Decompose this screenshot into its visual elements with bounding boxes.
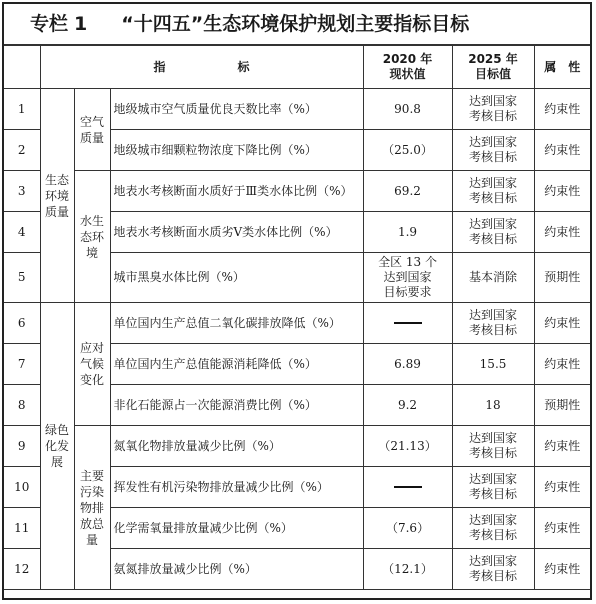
value-2020: （7.6） — [363, 508, 452, 549]
value-2025: 达到国家 考核目标 — [452, 303, 534, 344]
title-number: 1 — [74, 13, 88, 35]
subgroup-air-quality: 空气 质量 — [74, 89, 110, 171]
row-number: 10 — [4, 467, 40, 508]
indicator-name: 单位国内生产总值二氧化碳排放降低（%） — [110, 303, 363, 344]
subgroup-water-ecology: 水生 态环 境 — [74, 171, 110, 303]
row-number: 8 — [4, 385, 40, 426]
row-number: 5 — [4, 253, 40, 303]
table-row — [4, 89, 590, 130]
indicator-name: 挥发性有机污染物排放量减少比例（%） — [110, 467, 363, 508]
indicator-name: 地级城市空气质量优良天数比率（%） — [110, 89, 363, 130]
attribute-value: 约束性 — [534, 426, 590, 467]
row-number: 9 — [4, 426, 40, 467]
value-2025: 达到国家 考核目标 — [452, 467, 534, 508]
title-label: 专栏 — [30, 13, 69, 35]
row-number: 3 — [4, 171, 40, 212]
value-2020: 9.2 — [363, 385, 452, 426]
attribute-value: 约束性 — [534, 212, 590, 253]
value-2025: 18 — [452, 385, 534, 426]
row-number: 2 — [4, 130, 40, 171]
value-2020: 69.2 — [363, 171, 452, 212]
header-indicator: 指 标 — [40, 46, 363, 89]
indicator-name: 地表水考核断面水质好于Ⅲ类水体比例（%） — [110, 171, 363, 212]
value-2020: 1.9 — [363, 212, 452, 253]
value-2020: （21.13） — [363, 426, 452, 467]
header-attribute: 属 性 — [534, 46, 590, 89]
value-2025: 基本消除 — [452, 253, 534, 303]
indicator-table-panel — [2, 2, 592, 600]
header-blank — [4, 46, 40, 89]
row-number: 7 — [4, 344, 40, 385]
value-2020 — [363, 303, 452, 344]
header-target-2025: 2025 年 目标值 — [452, 46, 534, 89]
value-2020: （12.1） — [363, 549, 452, 590]
value-2025: 达到国家 考核目标 — [452, 171, 534, 212]
value-2020: 90.8 — [363, 89, 452, 130]
indicator-name: 氨氮排放量减少比例（%） — [110, 549, 363, 590]
attribute-value: 约束性 — [534, 508, 590, 549]
table-title — [4, 4, 590, 45]
value-2025: 达到国家 考核目标 — [452, 130, 534, 171]
indicator-name: 化学需氧量排放量减少比例（%） — [110, 508, 363, 549]
attribute-value: 约束性 — [534, 344, 590, 385]
subgroup-pollutant-totals: 主要 污染 物排 放总 量 — [74, 426, 110, 590]
title-text: “十四五”生态环境保护规划主要指标目标 — [121, 13, 470, 35]
attribute-value: 约束性 — [534, 89, 590, 130]
dash-mark — [394, 486, 422, 488]
value-2025: 达到国家 考核目标 — [452, 212, 534, 253]
row-number: 11 — [4, 508, 40, 549]
value-2020 — [363, 467, 452, 508]
value-2020: 6.89 — [363, 344, 452, 385]
attribute-value: 约束性 — [534, 549, 590, 590]
table-row — [4, 171, 590, 212]
row-number: 4 — [4, 212, 40, 253]
indicator-name: 氮氧化物排放量减少比例（%） — [110, 426, 363, 467]
row-number: 12 — [4, 549, 40, 590]
header-status-2020: 2020 年 现状值 — [363, 46, 452, 89]
attribute-value: 约束性 — [534, 130, 590, 171]
attribute-value: 预期性 — [534, 253, 590, 303]
indicator-name: 地级城市细颗粒物浓度下降比例（%） — [110, 130, 363, 171]
value-2025: 达到国家 考核目标 — [452, 549, 534, 590]
row-number: 1 — [4, 89, 40, 130]
attribute-value: 约束性 — [534, 171, 590, 212]
row-number: 6 — [4, 303, 40, 344]
value-2025: 达到国家 考核目标 — [452, 89, 534, 130]
table-row — [4, 426, 590, 467]
attribute-value: 约束性 — [534, 467, 590, 508]
indicator-table — [4, 45, 590, 590]
group-green-development: 绿色 化发 展 — [40, 303, 74, 590]
indicator-name: 单位国内生产总值能源消耗降低（%） — [110, 344, 363, 385]
value-2025: 15.5 — [452, 344, 534, 385]
value-2020: （25.0） — [363, 130, 452, 171]
table-row — [4, 303, 590, 344]
indicator-name: 非化石能源占一次能源消费比例（%） — [110, 385, 363, 426]
header-row — [4, 46, 590, 89]
value-2020: 全区 13 个 达到国家 目标要求 — [363, 253, 452, 303]
dash-mark — [394, 322, 422, 324]
group-eco-quality: 生态 环境 质量 — [40, 89, 74, 303]
value-2025: 达到国家 考核目标 — [452, 426, 534, 467]
attribute-value: 预期性 — [534, 385, 590, 426]
value-2025: 达到国家 考核目标 — [452, 508, 534, 549]
subgroup-climate-change: 应对 气候 变化 — [74, 303, 110, 426]
indicator-name: 城市黑臭水体比例（%） — [110, 253, 363, 303]
attribute-value: 约束性 — [534, 303, 590, 344]
indicator-name: 地表水考核断面水质劣Ⅴ类水体比例（%） — [110, 212, 363, 253]
